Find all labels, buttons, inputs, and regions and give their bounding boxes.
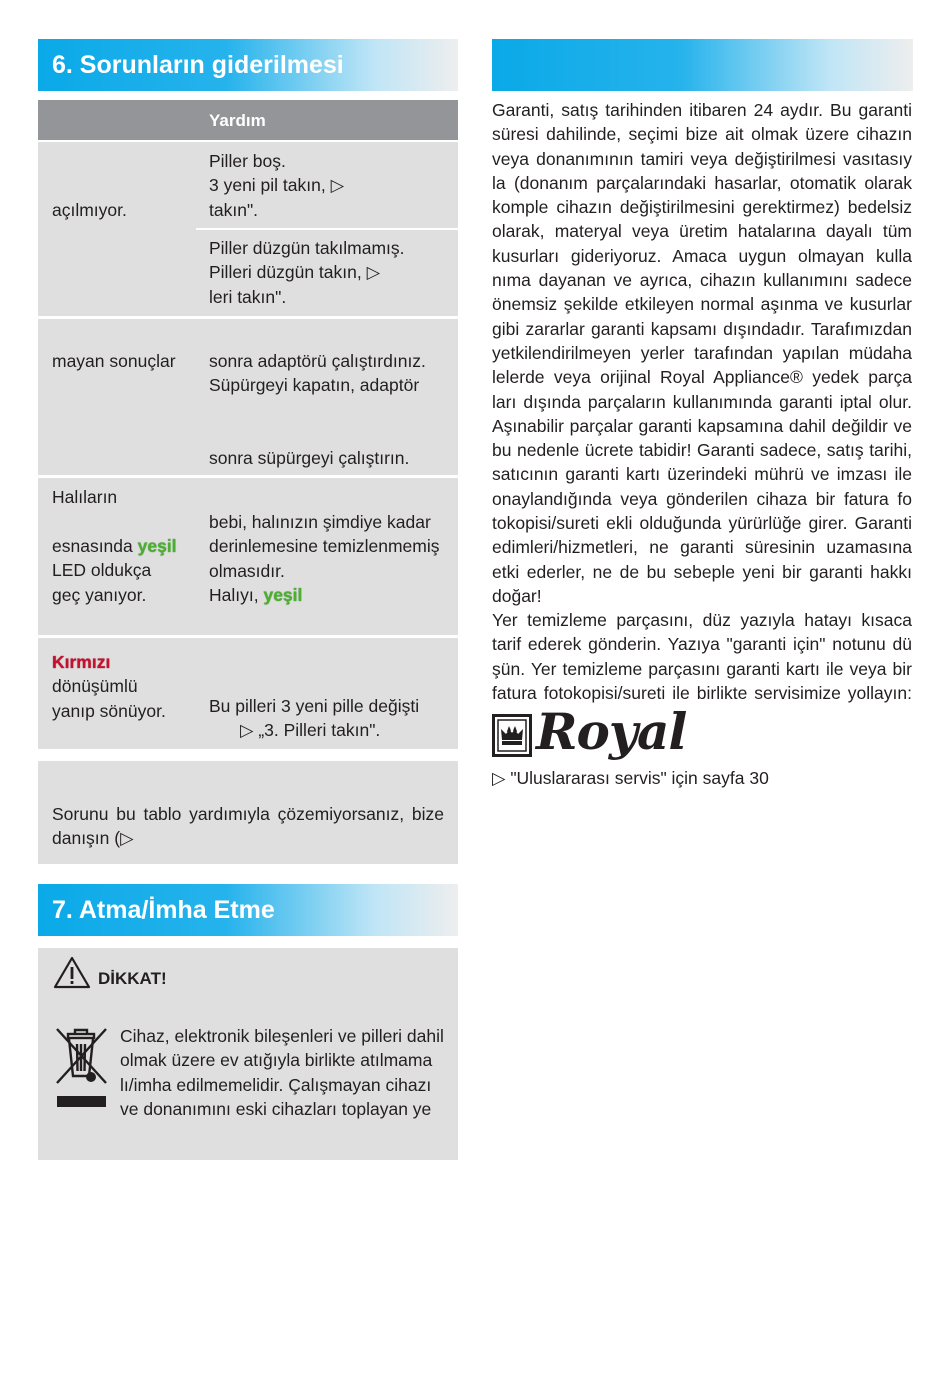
text-line: gibi zararlar garanti kapsamı dışındadır. Tarafımızdan: [492, 318, 912, 339]
text-span: esnasında: [52, 536, 138, 556]
royal-logo-wordmark: Royal: [536, 702, 687, 761]
text-line: [52, 534, 177, 558]
green-led-word: yeşil: [263, 584, 303, 605]
text-line: edimleri/hizmetleri, ne garanti süresinin uzamasına: [492, 537, 912, 558]
text-line: lı/imha edilmemelidir. Çalışmayan cihazı: [120, 1074, 432, 1095]
table-header-row: [38, 100, 458, 140]
row4-help: [209, 694, 419, 743]
text-line: yanıp sönüyor.: [52, 700, 166, 721]
note-text: Sorunu bu tablo yardımıyla çözemiyorsanız, bize danışın (▷: [52, 804, 444, 849]
text-line: bebi, halınızın şimdiye kadar: [209, 512, 431, 532]
row4-problem: [52, 650, 166, 723]
row1-problem: açılmıyor.: [52, 200, 127, 220]
text-line: Yer temizleme parçasını, düz yazıyla hatayı kısaca: [492, 610, 912, 630]
text-line: onaylandığında veya gönderilen cihaza bir fatura fo: [492, 488, 912, 509]
caution-label: DİKKAT!: [98, 969, 167, 988]
warning-triangle-icon: [53, 956, 91, 989]
crossed-bin-icon: [54, 1025, 110, 1111]
text-line: la (donanım parçalarındaki hasarlar, otomatik olarak: [492, 172, 912, 193]
row2-problem: mayan sonuçlar: [52, 351, 176, 371]
text-line: süresi dahilinde, seçimi bize ait olmak üzere cihazın: [492, 124, 912, 145]
text-line: tokopisi/sureti ekli olduğunda yürürlüğe girer. Garanti: [492, 513, 912, 534]
text-line: tarif ederek gönderin. Yazıya "garanti için" notunu dü: [492, 634, 912, 655]
row2-help-end: sonra süpürgeyi çalıştırın.: [209, 448, 410, 468]
section-7-banner: [38, 884, 458, 936]
text-line: olarak, materyal veya üretim hatalarına dayalı tüm: [492, 221, 912, 242]
text-line: Pilleri düzgün takın, ▷: [209, 262, 381, 283]
text-line: yetkilendirilmeyen yerler tarafından yapılan müdaha: [492, 342, 912, 363]
row3-problem-b: [52, 534, 177, 607]
text-line: bu nedenle ücrete tabidir! Garanti sadece, satış tarihi,: [492, 440, 912, 461]
text-line: leri takın".: [209, 286, 287, 307]
warranty-text: [492, 98, 912, 608]
text-line: derinlemesine temizlenmemiş: [209, 536, 440, 557]
text-line: lelerde veya orijinal Royal Appliance® yedek parça: [492, 367, 912, 388]
text-line: Piller boş.: [209, 151, 286, 171]
text-line: Aşınabilir parçalar garanti kapsamına dahil değildir ve: [492, 415, 912, 436]
text-line: LED oldukça: [52, 560, 152, 581]
section-7-title: 7. Atma/İmha Etme: [52, 896, 275, 924]
text-line: önemsiz şekilde etkileyen normal aşınma ve kusurlar: [492, 294, 912, 315]
text-line: ▷ „3. Pilleri takın".: [240, 720, 381, 741]
text-line: olmak üzere ev atığıyla birlikte atılmama: [120, 1050, 433, 1071]
row1-help-a: [209, 149, 344, 222]
text-line: 3 yeni pil takın, ▷: [209, 175, 345, 196]
green-led-word: yeşil: [137, 536, 177, 556]
text-line: komple cihazın değiştirilmesini gerektirmez) bedelsiz: [492, 197, 912, 218]
row1-help-b: [209, 236, 405, 309]
section-8-banner: [492, 39, 913, 91]
crown-emblem-icon: [492, 714, 532, 757]
return-instructions: [492, 608, 912, 705]
text-line: Süpürgeyi kapatın, adaptör: [209, 375, 420, 396]
row3-problem-a: Halıların: [52, 487, 118, 507]
text-line: etki ederler, ne de bu sebeple yeni bir garanti hakkı: [492, 561, 912, 582]
row2-help: [209, 349, 426, 398]
section-6-banner: [38, 39, 458, 91]
text-line: ları dışında parçaların kullanımında garanti iptal olur.: [492, 391, 912, 412]
text-line: Bu pilleri 3 yeni pille değişti: [209, 696, 420, 716]
text-line: sonra adaptörü çalıştırdınız.: [209, 351, 426, 371]
text-line: nıma dayanan ve ayrıca, cihazın kullanımını sadece: [492, 270, 912, 291]
text-line: veya donanımının tamiri veya değiştirilmesi vasıtasıy: [492, 148, 912, 169]
text-line: ve donanımını eski cihazları toplayan ye: [120, 1098, 432, 1119]
text-line: Cihaz, elektronik bileşenleri ve pilleri dahil: [120, 1026, 444, 1046]
text-line: [209, 583, 440, 607]
disposal-text: [120, 1024, 445, 1121]
text-line: doğar!: [492, 585, 542, 606]
text-line: dönüşümlü: [52, 676, 138, 697]
service-reference[interactable]: ▷ "Uluslararası servis" için sayfa 30: [492, 768, 769, 788]
row3-help: [209, 510, 440, 607]
text-line: Garanti, satış tarihinden itibaren 24 aydır. Bu garanti: [492, 100, 912, 120]
text-line: şün. Yer temizleme parçasını garanti kartı ile veya bir: [492, 658, 912, 679]
text-span: Halıyı,: [209, 584, 264, 605]
text-line: takın".: [209, 199, 259, 220]
text-line: geç yanıyor.: [52, 584, 147, 605]
text-line: kusurları gideriyoruz. Amaca uygun olmayan kulla: [492, 245, 912, 266]
row-divider: [196, 228, 458, 230]
table-header-help: Yardım: [209, 111, 266, 130]
text-line: Piller düzgün takılmamış.: [209, 238, 405, 258]
section-6-title: 6. Sorunların giderilmesi: [52, 51, 344, 79]
text-line: fatura fotokopisi/sureti ile birlikte servisimize yollayın:: [492, 682, 912, 703]
red-led-word: Kırmızı: [52, 652, 111, 672]
royal-logo: [492, 702, 722, 761]
text-line: olmasıdır.: [209, 560, 285, 581]
text-line: satıcının garanti kartı üzerindeki mührü ve imzası ile: [492, 464, 912, 485]
